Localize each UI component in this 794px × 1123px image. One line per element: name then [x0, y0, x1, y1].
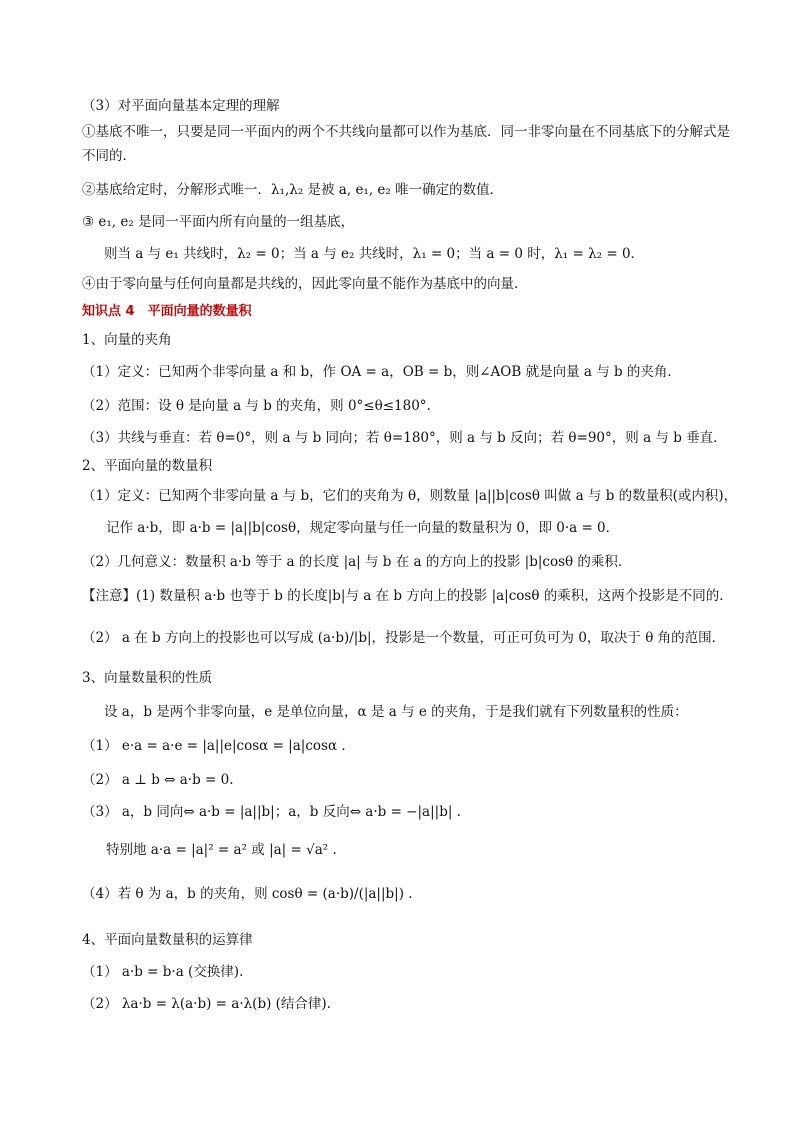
section3-point4: ④由于零向量与任何向量都是共线的，因此零向量不能作为基底中的向量．: [82, 276, 528, 292]
note-2: （2） a 在 b 方向上的投影也可以写成 (a·b)/|b|，投影是一个数量，可正可负可为 0，取决于 θ 角的范围．: [82, 630, 726, 646]
dot-product-definition-notation: 记作 a·b，即 a·b = |a||b|cosθ，规定零向量与任一向量的数量积为 0，即 0·a = 0．: [106, 520, 620, 536]
section3-point3a: ③ e₁, e₂ 是同一平面内所有向量的一组基底，: [82, 214, 355, 230]
property-3-special: 特别地 a·a = |a|² = a² 或 |a| = √a² .: [106, 842, 337, 858]
properties-section-title: 3、向量数量积的性质: [82, 670, 213, 686]
dot-product-section-title: 2、平面向量的数量积: [82, 458, 213, 474]
angle-section-title: 1、向量的夹角: [82, 332, 172, 348]
property-4: （4）若 θ 为 a，b 的夹角，则 cosθ = (a·b)/(|a||b|) .: [82, 886, 413, 902]
property-1: （1） e·a = a·e = |a||e|cosα = |a|cosα .: [82, 738, 346, 754]
angle-range: （2）范围：设 θ 是向量 a 与 b 的夹角，则 0°≤θ≤180°.: [82, 398, 431, 414]
property-2: （2） a ⊥ b ⇔ a·b = 0.: [82, 772, 234, 788]
knowledge-point-4-heading: 知识点 4 平面向量的数量积: [82, 304, 252, 319]
dot-product-definition: （1）定义：已知两个非零向量 a 与 b，它们的夹角为 θ，则数量 |a||b|cosθ 叫做 a 与 b 的数量积(或内积)，: [82, 488, 738, 504]
collinear-perpendicular: （3）共线与垂直：若 θ=0°，则 a 与 b 同向；若 θ=180°，则 a 与 b 反向；若 θ=90°，则 a 与 b 垂直．: [82, 430, 727, 446]
section3-title: （3）对平面向量基本定理的理解: [82, 98, 280, 114]
section3-point1: ①基底不唯一，只要是同一平面内的两个不共线向量都可以作为基底．同一非零向量在不同基底下的分解式是不同的．: [82, 124, 730, 164]
law-commutative: （1） a·b = b·a (交换律).: [82, 964, 244, 980]
section3-point2: ②基底给定时，分解形式唯一．λ₁,λ₂ 是被 a, e₁, e₂ 唯一确定的数值．: [82, 182, 504, 198]
operation-laws-section-title: 4、平面向量数量积的运算律: [82, 932, 253, 948]
property-3: （3） a，b 同向⇔ a·b = |a||b|；a，b 反向⇔ a·b = −|a||b| .: [82, 804, 461, 820]
law-associative: （2） λa·b = λ(a·b) = a·λ(b) (结合律).: [82, 996, 331, 1012]
section3-point3b: 则当 a 与 e₁ 共线时，λ₂ = 0；当 a 与 e₂ 共线时，λ₁ = 0；当 a = 0 时，λ₁ = λ₂ = 0．: [104, 246, 645, 262]
properties-intro: 设 a，b 是两个非零向量，e 是单位向量，α 是 a 与 e 的夹角，于是我们就有下列数量积的性质：: [104, 704, 688, 720]
dot-product-geometric-meaning: （2）几何意义：数量积 a·b 等于 a 的长度 |a| 与 b 在 a 的方向上的投影 |b|cosθ 的乘积．: [82, 554, 632, 570]
note-1: 【注意】(1) 数量积 a·b 也等于 b 的长度|b|与 a 在 b 方向上的投影 |a|cosθ 的乘积，这两个投影是不同的．: [82, 588, 733, 604]
angle-definition: （1）定义：已知两个非零向量 a 和 b，作 OA = a，OB = b，则∠AOB 就是向量 a 与 b 的夹角．: [82, 364, 681, 380]
